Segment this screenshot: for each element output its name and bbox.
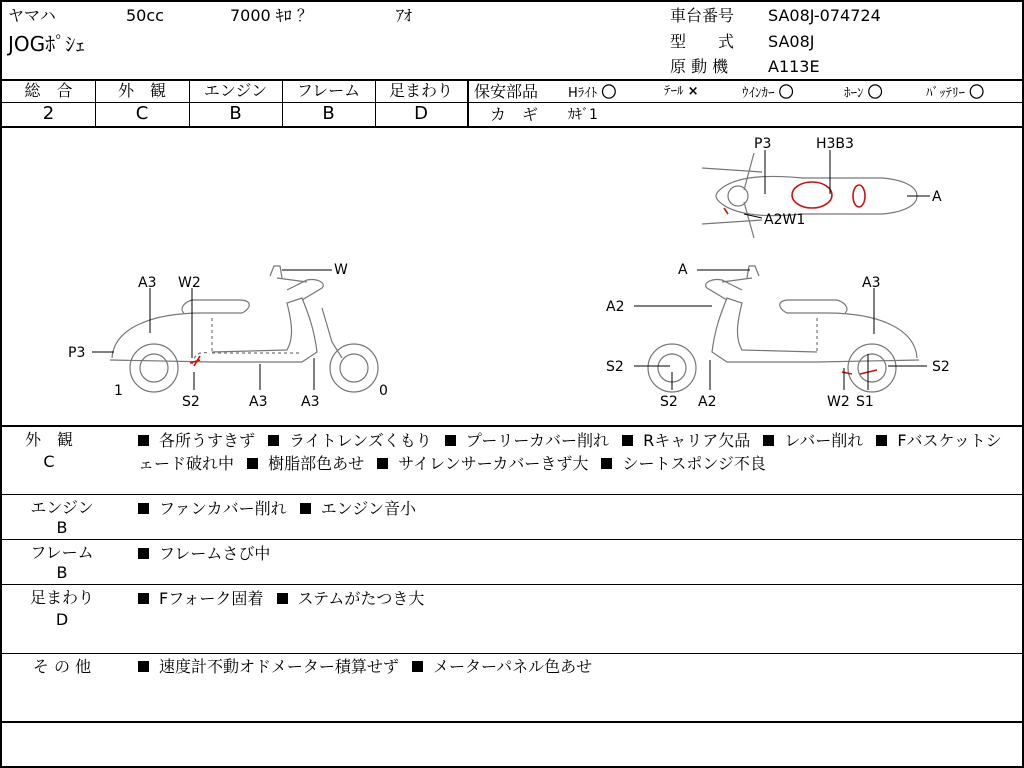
displacement: 50cc bbox=[126, 6, 164, 25]
label-p3: P3 bbox=[68, 345, 86, 361]
bullet-icon bbox=[138, 661, 149, 672]
divider bbox=[2, 721, 1022, 723]
remark-category-other: そ の 他 bbox=[32, 657, 92, 676]
remark-items-other: 速度計不動オドメーター積算せず メーターパネル色あせ bbox=[138, 655, 1014, 678]
engine-value: A113E bbox=[768, 57, 820, 76]
bullet-icon bbox=[277, 593, 288, 604]
label-a3: A3 bbox=[301, 394, 320, 410]
damage-marks bbox=[190, 182, 877, 374]
bullet-icon bbox=[138, 503, 149, 514]
remark-category-exterior: 外 観 bbox=[24, 430, 73, 449]
grade-header-overall: 総 合 bbox=[24, 81, 73, 100]
remark-grade-engine: B bbox=[56, 518, 68, 537]
label-0: 0 bbox=[379, 383, 388, 399]
bullet-icon bbox=[445, 435, 456, 446]
remark-items-engine: ファンカバー削れ エンジン音小 bbox=[138, 497, 1014, 520]
remark-category-frame: フレーム bbox=[30, 543, 94, 562]
divider bbox=[2, 653, 1022, 654]
label-a2: A2 bbox=[606, 299, 625, 315]
label-w2: W2 bbox=[827, 394, 850, 410]
body-color: ｱｵ bbox=[396, 6, 413, 25]
safety-item-winker: ｳｲﾝｶｰ 〇 bbox=[742, 83, 794, 101]
bullet-icon bbox=[876, 435, 887, 446]
remark-category-suspension: 足まわり bbox=[29, 588, 94, 607]
remark-grade-suspension: D bbox=[55, 610, 69, 629]
grade-header-frame: フレーム bbox=[296, 81, 361, 100]
model-name: JOGﾎﾟｼｪ bbox=[8, 32, 86, 56]
label-h3b3: H3B3 bbox=[816, 136, 854, 152]
frame-no-label: 車台番号 bbox=[670, 6, 735, 25]
label-w2: W2 bbox=[178, 275, 201, 291]
grade-exterior: C bbox=[135, 103, 149, 124]
label-s1: S1 bbox=[856, 394, 874, 410]
divider bbox=[2, 584, 1022, 585]
type-value: SA08J bbox=[768, 32, 815, 51]
bullet-icon bbox=[138, 435, 149, 446]
label-a2w1: A2W1 bbox=[764, 212, 806, 228]
remark-items-exterior: 各所うすきず ライトレンズくもり プーリーカバー削れ Rキャリア欠品 レバー削れ Fバスケットシェード破れ中 樹脂部色あせ サイレンサーカバーきず大 シートスポンジ不良 bbox=[138, 431, 1002, 473]
top-scooter-sketch bbox=[702, 153, 917, 238]
label-s2: S2 bbox=[182, 394, 200, 410]
bullet-icon bbox=[377, 458, 388, 469]
grade-header-engine: エンジン bbox=[203, 81, 268, 100]
leader-lines bbox=[92, 150, 930, 390]
safety-item-battery: ﾊﾞｯﾃﾘｰ 〇 bbox=[926, 83, 985, 101]
grade-engine: B bbox=[229, 103, 242, 124]
bullet-icon bbox=[268, 435, 279, 446]
scooter-damage-diagram bbox=[2, 128, 1022, 426]
remark-grade-frame: B bbox=[56, 563, 68, 582]
label-1: 1 bbox=[114, 383, 123, 399]
label-w: W bbox=[334, 262, 348, 278]
divider bbox=[467, 80, 469, 126]
bullet-icon bbox=[138, 548, 149, 559]
grade-header-exterior: 外 観 bbox=[117, 81, 166, 100]
divider bbox=[2, 539, 1022, 540]
label-a: A bbox=[678, 262, 688, 278]
safety-item-tail: ﾃｰﾙ × bbox=[664, 84, 699, 99]
divider bbox=[2, 494, 1022, 495]
label-a3: A3 bbox=[862, 275, 881, 291]
bullet-icon bbox=[763, 435, 774, 446]
maker: ヤマハ bbox=[8, 6, 56, 25]
bullet-icon bbox=[300, 503, 311, 514]
bullet-icon bbox=[138, 593, 149, 604]
safety-item-horn: ﾎｰﾝ 〇 bbox=[844, 83, 883, 101]
grade-suspension: D bbox=[414, 103, 428, 124]
remark-grade-exterior: C bbox=[43, 452, 55, 471]
grade-frame: B bbox=[322, 103, 335, 124]
label-a2: A2 bbox=[698, 394, 717, 410]
safety-label: 保安部品 bbox=[474, 82, 539, 101]
engine-label: 原 動 機 bbox=[670, 57, 729, 76]
remark-category-engine: エンジン bbox=[30, 498, 94, 517]
key-label: カ ギ bbox=[490, 105, 539, 124]
label-s2: S2 bbox=[660, 394, 678, 410]
mileage: 7000 ｷﾛ ？ bbox=[230, 6, 313, 25]
frame-no: SA08J-074724 bbox=[768, 6, 881, 25]
label-a3: A3 bbox=[138, 275, 157, 291]
bullet-icon bbox=[412, 661, 423, 672]
grade-header-suspension: 足まわり bbox=[388, 81, 453, 100]
bullet-icon bbox=[622, 435, 633, 446]
label-a3: A3 bbox=[249, 394, 268, 410]
label-s2: S2 bbox=[606, 359, 624, 375]
remark-items-suspension: Fフォーク固着 ステムがたつき大 bbox=[138, 587, 1014, 610]
remark-items-frame: フレームさび中 bbox=[138, 542, 1014, 565]
safety-item-headlight: Hﾗｲﾄ 〇 bbox=[568, 83, 617, 101]
grade-overall: 2 bbox=[42, 103, 55, 124]
label-p3: P3 bbox=[754, 136, 772, 152]
key-value: ｶｷﾞ1 bbox=[568, 107, 598, 123]
label-s2: S2 bbox=[932, 359, 950, 375]
type-label: 型 式 bbox=[670, 32, 735, 51]
label-a: A bbox=[932, 189, 942, 205]
divider bbox=[2, 425, 1022, 427]
bullet-icon bbox=[601, 458, 612, 469]
bullet-icon bbox=[247, 458, 258, 469]
